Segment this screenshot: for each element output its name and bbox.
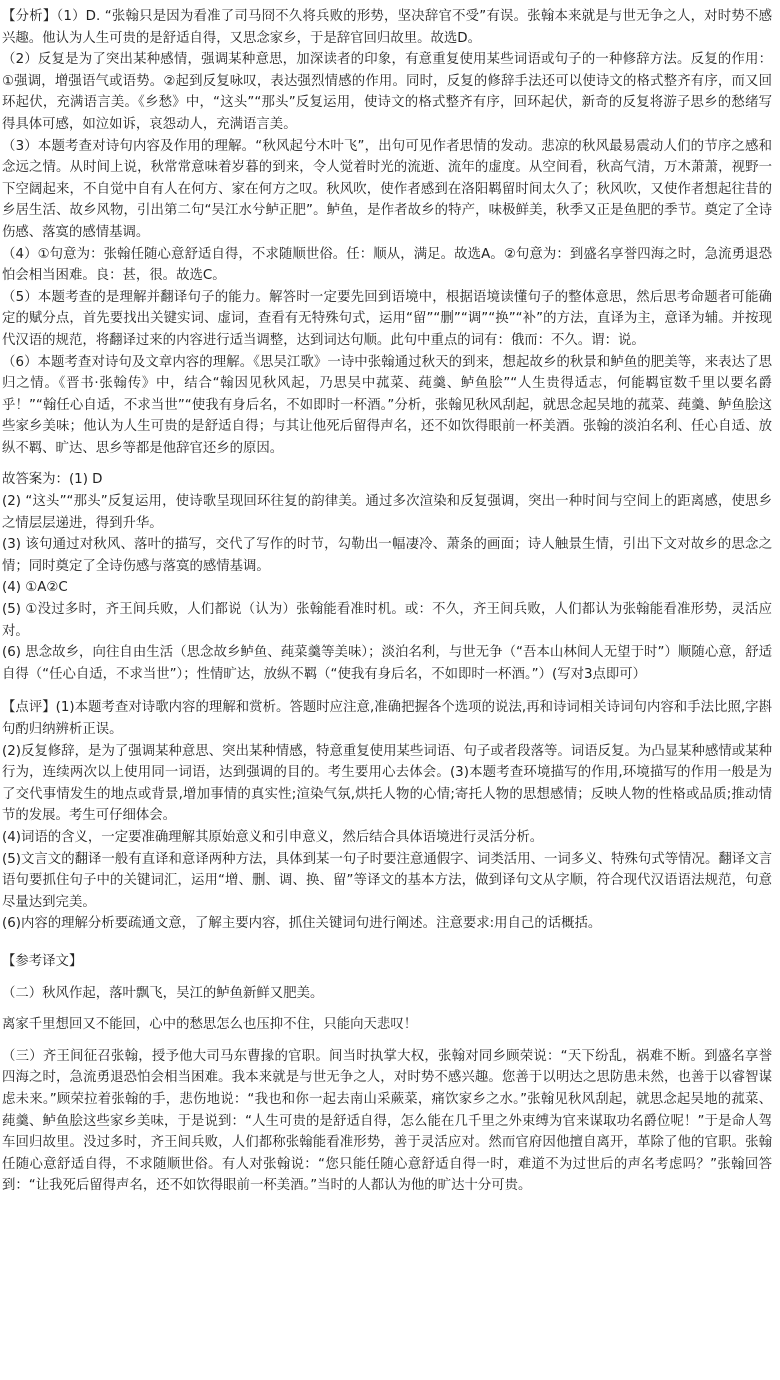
comment-5: (5)文言文的翻译一般有直译和意译两种方法，具体到某一句子时要注意通假字、词类活用、一词多义、特殊句式等情况。翻译文言语句要抓住句子中的关键词汇，运用“增、删、调、换、留”等译文的基本方法，做到译句文从字顺，符合现代汉语语法规范，句意尽量达到完美。: [2, 851, 772, 910]
answer-4: (4) ①A②C: [2, 580, 68, 596]
translation-section: [2, 951, 772, 1197]
comment-section: [2, 697, 772, 935]
analysis-paragraph-5: （5）本题考查的是理解并翻译句子的能力。解答时一定要先回到语境中，根据语境读懂句子的整体意思，然后思考命题者可能确定的赋分点，首先要找出关键实词、虚词，查看有无特殊句式，运用“留”“删”“调”“换”“补”的方法，直译为主，意译为辅。并按现代汉语的规范，将翻译过来的内容进行适当调整，达到词达句顺。此句中重点的词有：俄而：不久。谓：说。: [2, 289, 772, 348]
answer-6: (6) 思念故乡，向往自由生活（思念故乡鲈鱼、莼菜羹等美味）；淡泊名利，与世无争（“吾本山林间人无望于时”）顺随心意，舒适自得（“任心自适，不求当世”）；性情旷达，放纵不羁（“使我有身后名，不如即时一杯酒。”）(写对3点即可）: [2, 645, 772, 682]
analysis-section: [2, 6, 772, 459]
analysis-paragraph-2: （2）反复是为了突出某种感情，强调某种意思，加深读者的印象，有意重复使用某些词语或句子的一种修辞方法。反复的作用：①强调，增强语气或语势。②起到反复咏叹，表达强烈情感的作用。同时，反复的修辞手法还可以使诗文的格式整齐有序，而又回环起伏，充满语言美。《乡愁》中，“这头”“那头”反复运用，使诗文的格式整齐有序，回环起伏，新奇的反复将游子思乡的愁绪写得具体可感，如泣如诉，哀怨动人，充满语言美。: [2, 52, 772, 132]
answer-2: (2) “这头”“那头”反复运用，使诗歌呈现回环往复的韵律美。通过多次渲染和反复强调，突出一种时间与空间上的距离感，使思乡之情层层递进，得到升华。: [2, 494, 772, 531]
translation-heading: 【参考译文】: [2, 953, 83, 969]
analysis-paragraph-6: （6）本题考查对诗句及文章内容的理解。《思吴江歌》一诗中张翰通过秋天的到来，想起故乡的秋景和鲈鱼的肥美等，来表达了思归之情。《晋书·张翰传》中，结合“翰因见秋风起，乃思吴中菰菜、莼羹、鲈鱼脍”“人生贵得适志，何能羁宦数千里以要名爵乎！”“翰任心自适，不求当世”“使我有身后名，不如即时一杯酒。”分析，张翰见秋风刮起，就思念起吴地的菰菜、莼羹、鲈鱼脍这些家乡美味；他认为人生可贵的是舒适自得；与其让他死后留得声名，还不如饮得眼前一杯美酒。张翰的淡泊名利、任心自适、放纵不羁、旷达、思乡等都是他辞官还乡的原因。: [2, 354, 772, 456]
translation-part-3: （三）齐王间征召张翰，授予他大司马东曹掾的官职。间当时执掌大权，张翰对同乡顾荣说：“天下纷乱，祸难不断。到盛名享誉四海之时，急流勇退恐怕会相当困难。我本来就是与世无争之人，对时势不感兴趣。您善于以明达之思防患未然，也善于以睿智谋虑未来。”顾荣拉着张翰的手，悲伤地说：“我也和你一起去南山采蕨菜，痛饮家乡之水。”张翰见秋风刮起，就思念起吴地的菰菜、莼羹、鲈鱼脍这些家乡美味，于是说到：“人生可贵的是舒适自得，怎么能在几千里之外束缚为官来谋取功名爵位呢！”于是命人驾车回归故里。没过多时，齐王间兵败，人们都称张翰能看准形势，善于灵活应对。然而官府因他擅自离开，革除了他的官职。张翰任随心意舒适自得，不求随顺世俗。有人对张翰说：“您只能任随心意舒适自得一时，难道不为过世后的声名考虑吗？”张翰回答到：“让我死后留得声名，还不如饮得眼前一杯美酒。”当时的人都认为他的旷达十分可贵。: [2, 1048, 772, 1194]
comment-6: (6)内容的理解分析要疏通文意，了解主要内容，抓住关键词句进行阐述。注意要求:用自己的话概括。: [2, 916, 602, 932]
comment-4: (4)词语的含义，一定要准确理解其原始意义和引申意义，然后结合具体语境进行灵活分析。: [2, 829, 544, 845]
answers-title: 故答案为：(1) D: [2, 472, 103, 488]
comment-1: 【点评】(1)本题考查对诗歌内容的理解和赏析。答题时应注意,准确把握各个选项的说法,再和诗词相关诗词句内容和手法比照,字斟句酌归纳辨析正误。: [2, 700, 772, 737]
answer-5: (5) ①没过多时，齐王间兵败，人们都说（认为）张翰能看准时机。或：不久，齐王间兵败，人们都认为张翰能看准形势，灵活应对。: [2, 602, 772, 639]
answer-3: (3) 该句通过对秋风、落叶的描写，交代了写作的时节，勾勒出一幅凄冷、萧条的画面；诗人触景生情，引出下文对故乡的思念之情；同时奠定了全诗伤感与落寞的感情基调。: [2, 537, 772, 574]
translation-part-2-line-1: （二）秋风作起，落叶飘飞，吴江的鲈鱼新鲜又肥美。: [2, 985, 324, 1001]
answers-section: [2, 469, 772, 685]
analysis-paragraph-1: 【分析】（1）D. “张翰只是因为看准了司马冏不久将兵败的形势，坚决辞官不受”有误。张翰本来就是与世无争之人，对时势不感兴趣。他认为人生可贵的是舒适自得，又思念家乡，于是辞官回归故里。故选D。: [2, 9, 772, 46]
analysis-paragraph-4: （4）①句意为：张翰任随心意舒适自得，不求随顺世俗。任：顺从，满足。故选A。②句意为：到盛名享誉四海之时，急流勇退恐怕会相当困难。良：甚，很。故选C。: [2, 246, 772, 284]
analysis-paragraph-3: （3）本题考查对诗句内容及作用的理解。“秋风起兮木叶飞”，出句可见作者思情的发动。悲凉的秋风最易震动人们的节序之感和念远之情。从时间上说，秋常常意味着岁暮的到来，令人觉着时光的流逝、流年的虚度。从空间看，秋高气清，万木萧萧，视野一下空阔起来，不自觉中自有人在何方、家在何方之叹。秋风吹，使作者感到在洛阳羁留时间太久了；秋风吹，又使作者想起往昔的乡居生活、故乡风物，引出第二句“吴江水兮鲈正肥”。鲈鱼，是作者故乡的特产，味极鲜美，秋季又正是鱼肥的季节。奠定了全诗伤感、落寞的感情基调。: [2, 138, 772, 240]
comment-2-3: (2)反复修辞，是为了强调某种意思、突出某种情感，特意重复使用某些词语、句子或者段落等。词语反复。为凸显某种感情或某种行为，连续两次以上使用同一词语，达到强调的目的。考生要用心去体会。(3)本题考查环境描写的作用,环境描写的作用一般是为了交代事情发生的地点或背景,增加事情的真实性;渲染气氛,烘托人物的心情;寄托人物的思想感情；反映人物的性格或品质;推动情节的发展。考生可仔细体会。: [2, 743, 772, 824]
translation-part-2-line-2: 离家千里想回又不能回，心中的愁思怎么也压抑不住，只能向天悲叹！: [2, 1017, 418, 1033]
